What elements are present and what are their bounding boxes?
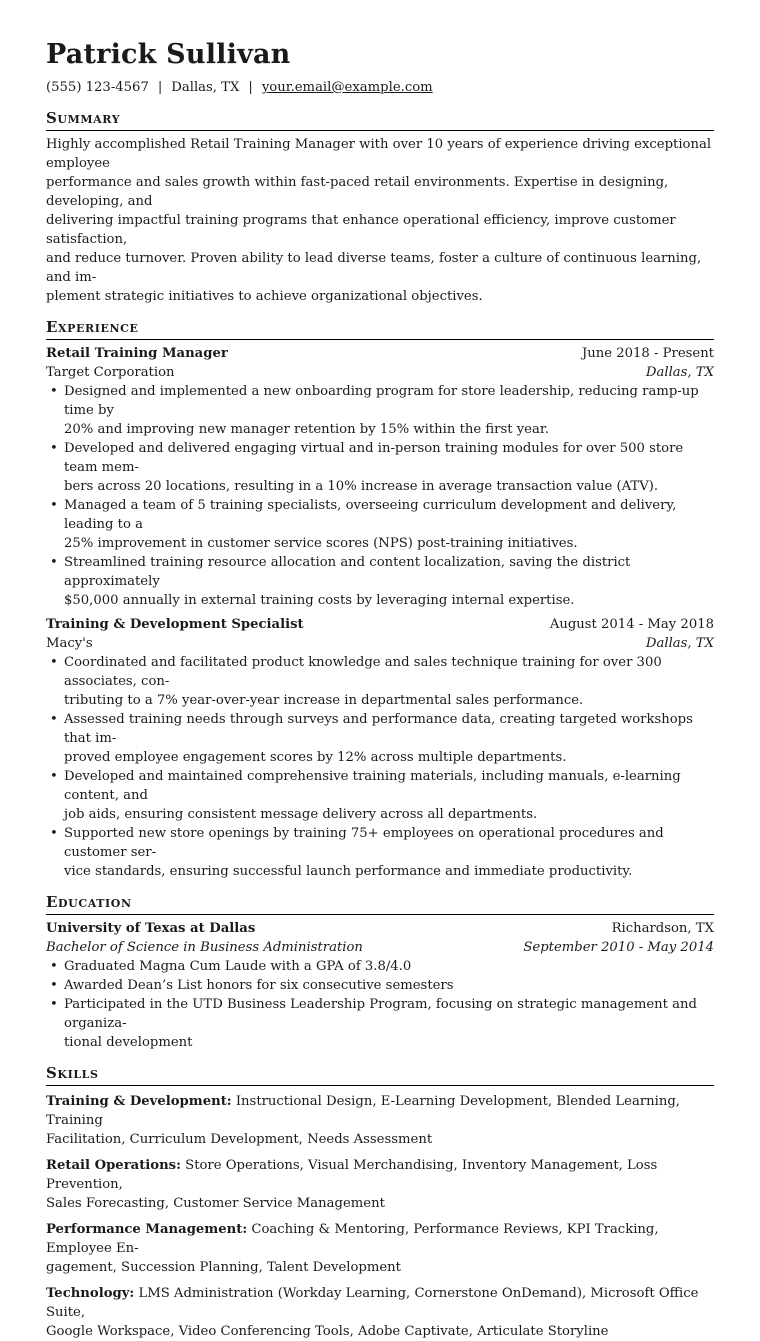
- skill-label: Performance Management:: [46, 1222, 248, 1237]
- company-name: Target Corporation: [46, 365, 175, 380]
- education-header: [46, 919, 714, 938]
- job-subheader: [46, 634, 714, 653]
- bullet-item: • Assessed training needs through surveys and performance data, creating targeted workshops that im- proved employee engagement scores by 12% across multiple departments.: [64, 710, 714, 767]
- job-location: Dallas, TX: [645, 365, 714, 380]
- bullet-item: • Participated in the UTD Business Leadership Program, focusing on strategic management and organiza- tional development: [64, 995, 714, 1052]
- section-title-education: Education: [46, 893, 714, 915]
- section-title-experience: Experience: [46, 318, 714, 340]
- bullet-item: • Developed and maintained comprehensive training materials, including manuals, e-learning content, and job aids, ensuring consistent message delivery across all departments.: [64, 767, 714, 824]
- skill-group: [46, 1092, 714, 1149]
- job-dates: June 2018 - Present: [581, 346, 714, 361]
- contact-separator: |: [157, 80, 163, 95]
- skill-label: Technology:: [46, 1286, 135, 1301]
- skill-values: Sales Forecasting, Customer Service Management: [46, 1196, 385, 1211]
- skill-values: Facilitation, Curriculum Development, Needs Assessment: [46, 1132, 433, 1147]
- school-location: Richardson, TX: [611, 921, 714, 936]
- job-bullets: [46, 382, 714, 610]
- summary-line: delivering impactful training programs that enhance operational efficiency, improve customer satisfaction,: [46, 213, 676, 247]
- contact-line: [46, 78, 714, 97]
- skill-values: gagement, Succession Planning, Talent Development: [46, 1260, 401, 1275]
- candidate-name: Patrick Sullivan: [46, 39, 291, 70]
- job-title: Training & Development Specialist: [46, 617, 304, 632]
- contact-separator: |: [248, 80, 253, 95]
- section-title-summary: Summary: [46, 109, 714, 131]
- job-header: [46, 615, 714, 634]
- job-entry: [46, 344, 714, 610]
- summary-line: and reduce turnover. Proven ability to lead diverse teams, foster a culture of continuous learning, and im-: [46, 251, 702, 285]
- bullet-item: • Developed and delivered engaging virtual and in-person training modules for over 500 store team mem- bers across 20 locations, resulting in a 10% increase in average transaction value (ATV).: [64, 439, 714, 496]
- job-dates: August 2014 - May 2018: [549, 617, 714, 632]
- school-name: University of Texas at Dallas: [46, 921, 256, 936]
- section-title-skills: Skills: [46, 1064, 714, 1086]
- bullet-item: • Streamlined training resource allocation and content localization, saving the district approximately $50,000 annually in external training costs by leveraging internal expertise.: [64, 553, 714, 610]
- degree: Bachelor of Science in Business Administration: [46, 940, 363, 955]
- email-link[interactable]: your.email@example.com: [261, 80, 433, 95]
- bullet-item: • Coordinated and facilitated product knowledge and sales technique training for over 300 associates, con- tributing to a 7% year-over-year increase in departmental sales performance.: [64, 653, 714, 710]
- skill-group: [46, 1156, 714, 1213]
- skill-values: Store Operations, Visual Merchandising, Inventory Management, Loss Prevention,: [46, 1158, 658, 1192]
- job-title: Retail Training Manager: [46, 346, 228, 361]
- bullet-item: • Designed and implemented a new onboarding program for store leadership, reducing ramp-up time by 20% and improving new manager retention by 15% within the first year.: [64, 382, 714, 439]
- skill-group: [46, 1220, 714, 1277]
- job-header: [46, 344, 714, 363]
- skill-values: LMS Administration (Workday Learning, Cornerstone OnDemand), Microsoft Office Suite,: [46, 1286, 699, 1320]
- bullet-item: • Managed a team of 5 training specialists, overseeing curriculum development and delivery, leading to a 25% improvement in customer service scores (NPS) post-training initiatives.: [64, 496, 714, 553]
- location: Dallas, TX: [171, 80, 240, 95]
- skill-label: Training & Development:: [46, 1094, 232, 1109]
- bullet-item: • Supported new store openings by training 75+ employees on operational procedures and customer ser- vice standards, ensuring successful launch performance and immediate productivity.: [64, 824, 714, 881]
- bullet-item: • Awarded Dean’s List honors for six consecutive semesters: [64, 976, 714, 995]
- company-name: Macy's: [46, 636, 93, 651]
- job-entry: [46, 615, 714, 881]
- job-bullets: [46, 653, 714, 881]
- job-location: Dallas, TX: [645, 636, 714, 651]
- skill-label: Retail Operations:: [46, 1158, 181, 1173]
- education-dates: September 2010 - May 2014: [523, 940, 714, 955]
- education-bullets: [46, 957, 714, 1052]
- summary-text: [46, 135, 714, 306]
- summary-line: plement strategic initiatives to achieve organizational objectives.: [46, 289, 483, 304]
- summary-line: performance and sales growth within fast-paced retail environments. Expertise in designing, developing, and: [46, 175, 669, 209]
- skill-group: [46, 1284, 714, 1341]
- summary-line: Highly accomplished Retail Training Manager with over 10 years of experience driving exceptional employee: [46, 137, 712, 171]
- bullet-item: • Graduated Magna Cum Laude with a GPA of 3.8/4.0: [64, 957, 714, 976]
- job-subheader: [46, 363, 714, 382]
- phone-number: (555) 123-4567: [46, 80, 149, 95]
- skill-values: Instructional Design, E-Learning Development, Blended Learning, Training: [46, 1094, 680, 1128]
- skill-values: Coaching & Mentoring, Performance Reviews, KPI Tracking, Employee En-: [46, 1222, 659, 1256]
- skill-values: Google Workspace, Video Conferencing Tools, Adobe Captivate, Articulate Storyline: [46, 1324, 609, 1339]
- education-subheader: [46, 938, 714, 957]
